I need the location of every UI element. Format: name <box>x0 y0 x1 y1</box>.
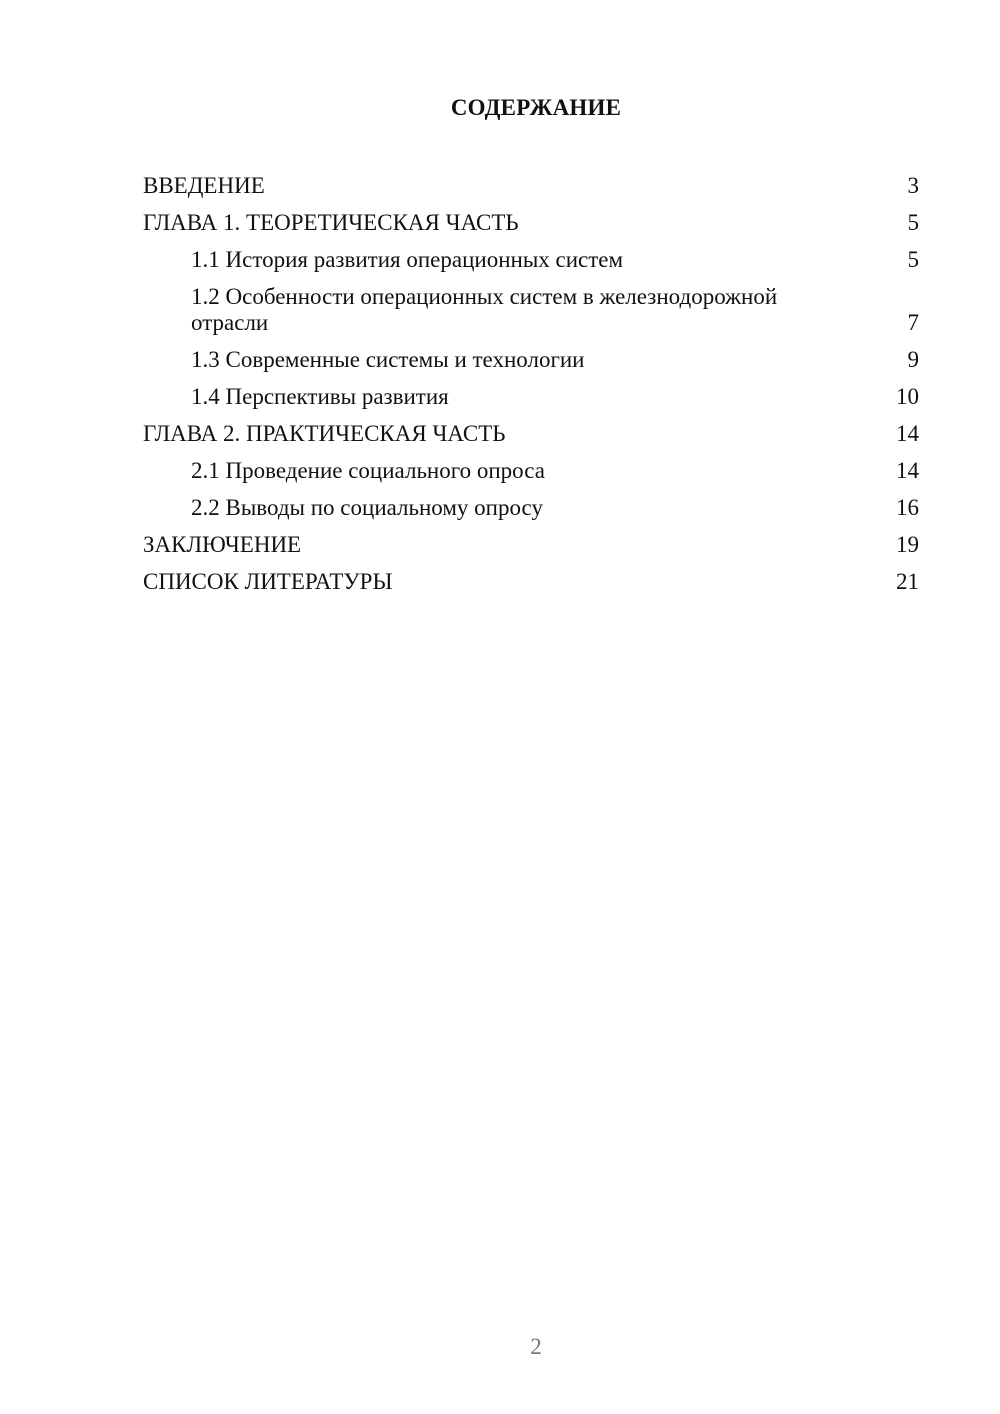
toc-entry-page: 21 <box>896 569 919 594</box>
toc-entry-section-1-2[interactable] <box>143 279 919 342</box>
table-of-contents <box>143 168 919 601</box>
toc-entry-page: 9 <box>907 347 919 372</box>
toc-entry-page: 5 <box>907 247 919 272</box>
toc-entry-chapter-1[interactable] <box>143 205 919 242</box>
toc-entry-page: 14 <box>896 421 919 446</box>
toc-heading: СОДЕРЖАНИЕ <box>450 95 622 120</box>
toc-entry-text: 1.4 Перспективы развития <box>191 384 449 409</box>
toc-entry-text: 2.2 Выводы по социальному опросу <box>191 495 543 520</box>
toc-entry-text: ГЛАВА 1. ТЕОРЕТИЧЕСКАЯ ЧАСТЬ <box>143 210 519 235</box>
toc-entry-references[interactable] <box>143 564 919 601</box>
toc-entry-section-2-1[interactable] <box>143 453 919 490</box>
toc-entry-page: 14 <box>896 458 919 483</box>
toc-entry-page: 7 <box>907 310 919 335</box>
toc-entry-text: ГЛАВА 2. ПРАКТИЧЕСКАЯ ЧАСТЬ <box>143 421 506 446</box>
toc-entry-text: ВВЕДЕНИЕ <box>143 173 265 198</box>
toc-entry-conclusion[interactable] <box>143 527 919 564</box>
toc-entry-text: ЗАКЛЮЧЕНИЕ <box>143 532 302 557</box>
toc-entry-section-1-4[interactable] <box>143 379 919 416</box>
toc-entry-text: 1.1 История развития операционных систем <box>191 247 624 272</box>
toc-entry-section-1-3[interactable] <box>143 342 919 379</box>
toc-entry-page: 16 <box>896 495 919 520</box>
toc-entry-page: 5 <box>907 210 919 235</box>
toc-entry-page: 19 <box>896 532 919 557</box>
toc-entry-text: 1.2 Особенности операционных систем в железнодорожной отрасли <box>191 284 778 335</box>
toc-entry-text: 2.1 Проведение социального опроса <box>191 458 545 483</box>
toc-entry-page: 3 <box>907 173 919 198</box>
toc-entry-chapter-2[interactable] <box>143 416 919 453</box>
toc-entry-page: 10 <box>896 384 919 409</box>
toc-entry-section-2-2[interactable] <box>143 490 919 527</box>
toc-entry-text: СПИСОК ЛИТЕРАТУРЫ <box>143 569 393 594</box>
toc-entry-text: 1.3 Современные системы и технологии <box>191 347 585 372</box>
page-number: 2 <box>530 1334 542 1359</box>
toc-entry-introduction[interactable] <box>143 168 919 205</box>
toc-entry-section-1-1[interactable] <box>143 242 919 279</box>
